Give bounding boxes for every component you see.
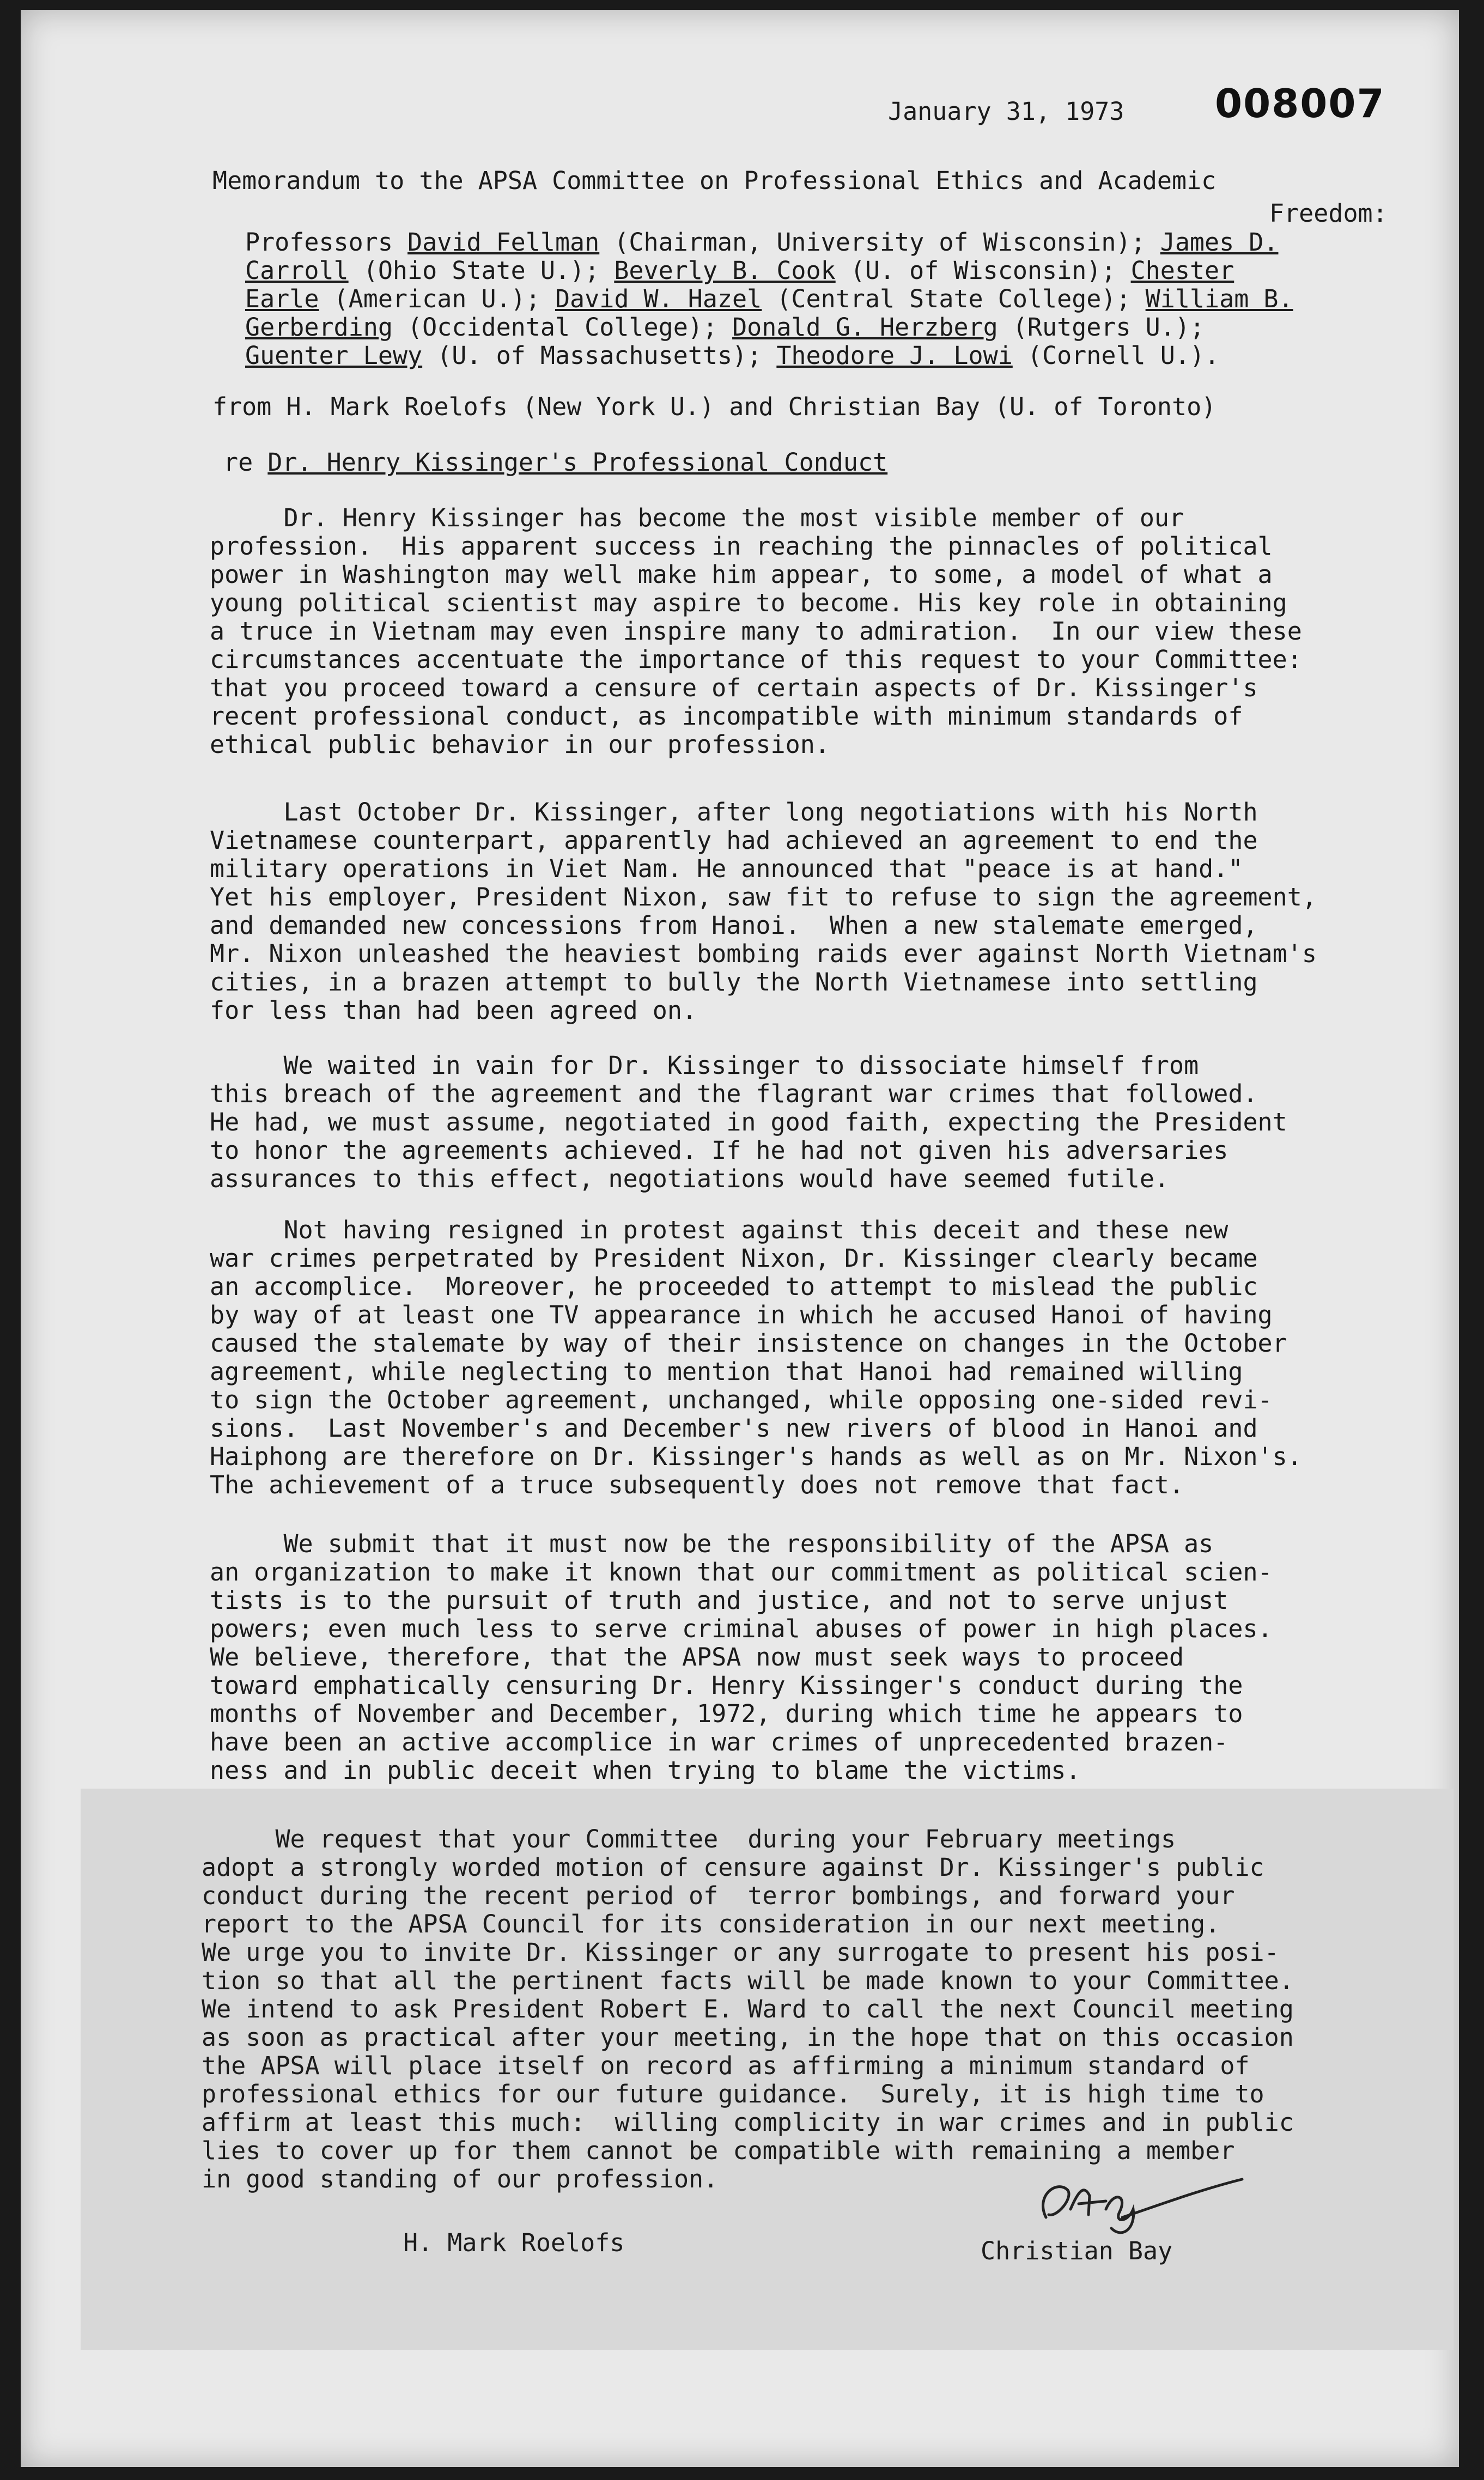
paragraph-line: that you proceed toward a censure of certain aspects of Dr. Kissinger's bbox=[210, 673, 1258, 702]
paragraph-line: and demanded new concessions from Hanoi. When a new stalemate emerged, bbox=[210, 911, 1258, 940]
paragraph-line: circumstances accentuate the importance of this request to your Committee: bbox=[210, 645, 1302, 674]
paragraph-5 bbox=[210, 1530, 1430, 1785]
paragraph-line: toward emphatically censuring Dr. Henry Kissinger's conduct during the bbox=[210, 1671, 1243, 1700]
memo-recipient-line-cont: Freedom: bbox=[1269, 199, 1388, 228]
paragraph-line: Vietnamese counterpart, apparently had achieved an agreement to end the bbox=[210, 826, 1258, 855]
addressee-line-1: Professors David Fellman (Chairman, University of Wisconsin); James D. bbox=[245, 228, 1279, 257]
paragraph-line: Not having resigned in protest against this deceit and these new bbox=[210, 1215, 1228, 1244]
paragraph-line: in good standing of our profession. bbox=[202, 2165, 719, 2193]
subject-line: re Dr. Henry Kissinger's Professional Conduct bbox=[223, 448, 888, 477]
paragraph-line: adopt a strongly worded motion of censure against Dr. Kissinger's public bbox=[202, 1853, 1264, 1882]
document-number: 008007 bbox=[1215, 81, 1385, 126]
paragraph-6 bbox=[202, 1825, 1422, 2193]
addressee-line-5: Guenter Lewy (U. of Massachusetts); Theodore J. Lowi (Cornell U.). bbox=[245, 341, 1220, 370]
paragraph-line: conduct during the recent period of terror bombings, and forward your bbox=[202, 1881, 1235, 1910]
paragraph-line: We urge you to invite Dr. Kissinger or any surrogate to present his posi- bbox=[202, 1938, 1279, 1967]
paragraph-line: affirm at least this much: willing complicity in war crimes and in public bbox=[202, 2108, 1294, 2137]
memo-recipient-line: Memorandum to the APSA Committee on Professional Ethics and Academic bbox=[212, 166, 1217, 195]
paragraph-line: He had, we must assume, negotiated in good faith, expecting the President bbox=[210, 1108, 1287, 1136]
signer-bay: Christian Bay bbox=[981, 2236, 1173, 2265]
paragraph-line: professional ethics for our future guidance. Surely, it is high time to bbox=[202, 2080, 1264, 2108]
signer-roelofs: H. Mark Roelofs bbox=[403, 2228, 625, 2257]
paragraph-line: Dr. Henry Kissinger has become the most visible member of our bbox=[210, 503, 1184, 532]
paragraph-line: to honor the agreements achieved. If he had not given his adversaries bbox=[210, 1136, 1228, 1165]
paragraph-line: We believe, therefore, that the APSA now must seek ways to proceed bbox=[210, 1643, 1184, 1671]
paragraph-line: powers; even much less to serve criminal abuses of power in high places. bbox=[210, 1614, 1273, 1643]
christian-bay-signature bbox=[1024, 2157, 1253, 2245]
paragraph-line: months of November and December, 1972, during which time he appears to bbox=[210, 1699, 1243, 1728]
addressee-line-3: Earle (American U.); David W. Hazel (Central State College); William B. bbox=[245, 284, 1293, 313]
paragraph-line: this breach of the agreement and the flagrant war crimes that followed. bbox=[210, 1079, 1258, 1108]
addressee-line-2: Carroll (Ohio State U.); Beverly B. Cook (U. of Wisconsin); Chester bbox=[245, 256, 1234, 285]
paragraph-line: war crimes perpetrated by President Nixon, Dr. Kissinger clearly became bbox=[210, 1244, 1258, 1273]
paragraph-line: to sign the October agreement, unchanged, while opposing one-sided revi- bbox=[210, 1385, 1273, 1414]
paragraph-line: sions. Last November's and December's new rivers of blood in Hanoi and bbox=[210, 1414, 1258, 1443]
paragraph-line: report to the APSA Council for its consideration in our next meeting. bbox=[202, 1910, 1220, 1938]
paragraph-line: ness and in public deceit when trying to blame the victims. bbox=[210, 1756, 1081, 1785]
paragraph-3 bbox=[210, 1051, 1430, 1193]
paragraph-line: by way of at least one TV appearance in which he accused Hanoi of having bbox=[210, 1300, 1273, 1329]
paragraph-line: power in Washington may well make him appear, to some, a model of what a bbox=[210, 560, 1273, 589]
paragraph-line: Haiphong are therefore on Dr. Kissinger's hands as well as on Mr. Nixon's. bbox=[210, 1442, 1302, 1471]
paragraph-line: the APSA will place itself on record as affirming a minimum standard of bbox=[202, 2051, 1250, 2080]
paragraph-line: for less than had been agreed on. bbox=[210, 996, 697, 1025]
subject-title: Dr. Henry Kissinger's Professional Conduct bbox=[267, 448, 888, 477]
paragraph-1 bbox=[210, 504, 1430, 759]
paragraph-line: a truce in Vietnam may even inspire many to admiration. In our view these bbox=[210, 617, 1302, 646]
paragraph-line: cities, in a brazen attempt to bully the North Vietnamese into settling bbox=[210, 968, 1258, 996]
paragraph-line: Last October Dr. Kissinger, after long negotiations with his North bbox=[210, 798, 1258, 826]
paragraph-line: an accomplice. Moreover, he proceeded to attempt to mislead the public bbox=[210, 1272, 1258, 1301]
paragraph-4 bbox=[210, 1216, 1430, 1499]
addressee-line-4: Gerberding (Occidental College); Donald G. Herzberg (Rutgers U.); bbox=[245, 313, 1205, 342]
paragraph-line: young political scientist may aspire to become. His key role in obtaining bbox=[210, 588, 1287, 617]
paragraph-line: We waited in vain for Dr. Kissinger to dissociate himself from bbox=[210, 1051, 1199, 1080]
paragraph-line: tists is to the pursuit of truth and justice, and not to serve unjust bbox=[210, 1586, 1228, 1615]
paragraph-line: military operations in Viet Nam. He announced that "peace is at hand." bbox=[210, 854, 1243, 883]
paragraph-line: We request that your Committee during your February meetings bbox=[202, 1825, 1176, 1853]
paragraph-line: Mr. Nixon unleashed the heaviest bombing raids ever against North Vietnam's bbox=[210, 939, 1317, 968]
memo-date: January 31, 1973 bbox=[888, 97, 1124, 126]
paragraph-line: lies to cover up for them cannot be compatible with remaining a member bbox=[202, 2136, 1235, 2165]
paragraph-line: agreement, while neglecting to mention that Hanoi had remained willing bbox=[210, 1357, 1243, 1386]
paragraph-line: assurances to this effect, negotiations would have seemed futile. bbox=[210, 1164, 1169, 1193]
paragraph-line: have been an active accomplice in war crimes of unprecedented brazen- bbox=[210, 1728, 1228, 1756]
paragraph-line: tion so that all the pertinent facts will be made known to your Committee. bbox=[202, 1966, 1294, 1995]
paragraph-line: profession. His apparent success in reaching the pinnacles of political bbox=[210, 532, 1273, 561]
paragraph-line: Yet his employer, President Nixon, saw fit to refuse to sign the agreement, bbox=[210, 883, 1317, 911]
paragraph-line: We submit that it must now be the responsibility of the APSA as bbox=[210, 1529, 1214, 1558]
paragraph-line: recent professional conduct, as incompatible with minimum standards of bbox=[210, 702, 1243, 731]
paragraph-line: The achievement of a truce subsequently does not remove that fact. bbox=[210, 1470, 1184, 1499]
paragraph-line: ethical public behavior in our profession. bbox=[210, 730, 830, 759]
paragraph-line: an organization to make it known that our commitment as political scien- bbox=[210, 1558, 1273, 1587]
from-line: from H. Mark Roelofs (New York U.) and Christian Bay (U. of Toronto) bbox=[212, 392, 1217, 421]
paragraph-line: caused the stalemate by way of their insistence on changes in the October bbox=[210, 1329, 1287, 1358]
paragraph-line: We intend to ask President Robert E. Ward to call the next Council meeting bbox=[202, 1995, 1294, 2023]
paragraph-line: as soon as practical after your meeting, in the hope that on this occasion bbox=[202, 2023, 1294, 2052]
paragraph-2 bbox=[210, 798, 1430, 1025]
